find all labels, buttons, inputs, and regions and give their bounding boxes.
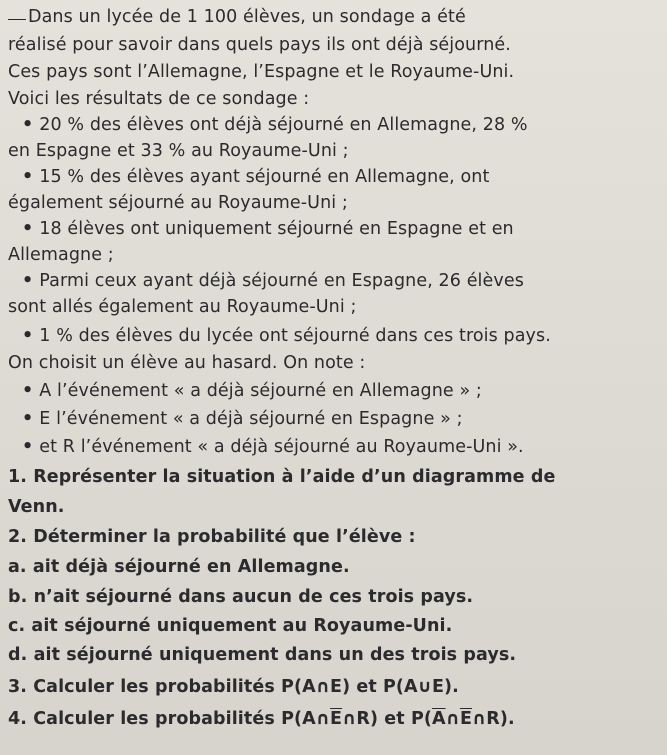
bullet: •	[22, 115, 34, 135]
bullet: •	[22, 381, 34, 401]
bullet: •	[22, 271, 34, 291]
event-a: • A l’événement « a déjà séjourné en Allemagne » ;	[22, 381, 482, 401]
result-item-5: • 1 % des élèves du lycée ont séjourné dans ces trois pays.	[22, 326, 551, 346]
notation-heading: On choisit un élève au hasard. On note :	[8, 353, 366, 373]
intro-line-2: réalisé pour savoir dans quels pays ils ont déjà séjourné.	[8, 35, 511, 55]
result-item-3: • 18 élèves ont uniquement séjourné en Espagne et en	[22, 219, 514, 239]
fill-in-blank	[8, 19, 26, 20]
question-1-cont: Venn.	[8, 497, 65, 517]
result-item-4-cont: sont allés également au Royaume-Uni ;	[8, 297, 357, 317]
question-2c: c. ait séjourné uniquement au Royaume-Uni.	[8, 616, 453, 636]
event-r: • et R l’événement « a déjà séjourné au Royaume-Uni ».	[22, 437, 524, 457]
bullet: •	[22, 437, 34, 457]
bullet: •	[22, 409, 34, 429]
question-2b: b. n’ait séjourné dans aucun de ces trois pays.	[8, 587, 474, 607]
result-item-4: • Parmi ceux ayant déjà séjourné en Espagne, 26 élèves	[22, 271, 524, 291]
bullet: •	[22, 326, 34, 346]
result-item-2: • 15 % des élèves ayant séjourné en Allemagne, ont	[22, 167, 490, 187]
bullet: •	[22, 167, 34, 187]
question-2: 2. Déterminer la probabilité que l’élève :	[8, 527, 416, 547]
result-item-3-cont: Allemagne ;	[8, 245, 114, 265]
formula-not-a-inter-not-e-inter-r: $P(\overline{A}\cap\overline{E}\cap R)$.	[410, 709, 515, 729]
intro-line-3: Ces pays sont l’Allemagne, l’Espagne et le Royaume-Uni.	[8, 62, 515, 82]
question-1: 1. Représenter la situation à l’aide d’un diagramme de	[8, 467, 556, 487]
question-4: 4. Calculer les probabilités $P(A\cap\overline{E}\cap R)$ et $P(\overline{A}\cap\overline{E}\cap R)$.	[8, 709, 515, 729]
bullet: •	[22, 219, 34, 239]
intro-line-1: Dans un lycée de 1 100 élèves, un sondage a été	[8, 6, 667, 28]
result-item-1-cont: en Espagne et 33 % au Royaume-Uni ;	[8, 141, 349, 161]
results-heading: Voici les résultats de ce sondage :	[8, 89, 310, 109]
formula-a-inter-not-e-inter-r: $P(A\cap\overline{E}\cap R)$	[281, 709, 379, 729]
result-item-1: • 20 % des élèves ont déjà séjourné en Allemagne, 28 %	[22, 115, 528, 135]
question-2a: a. ait déjà séjourné en Allemagne.	[8, 557, 350, 577]
question-3: 3. Calculer les probabilités P(A∩E) et P(A∪E).	[8, 677, 459, 697]
result-item-2-cont: également séjourné au Royaume-Uni ;	[8, 193, 348, 213]
event-e: • E l’événement « a déjà séjourné en Espagne » ;	[22, 409, 463, 429]
question-2d: d. ait séjourné uniquement dans un des trois pays.	[8, 645, 517, 665]
